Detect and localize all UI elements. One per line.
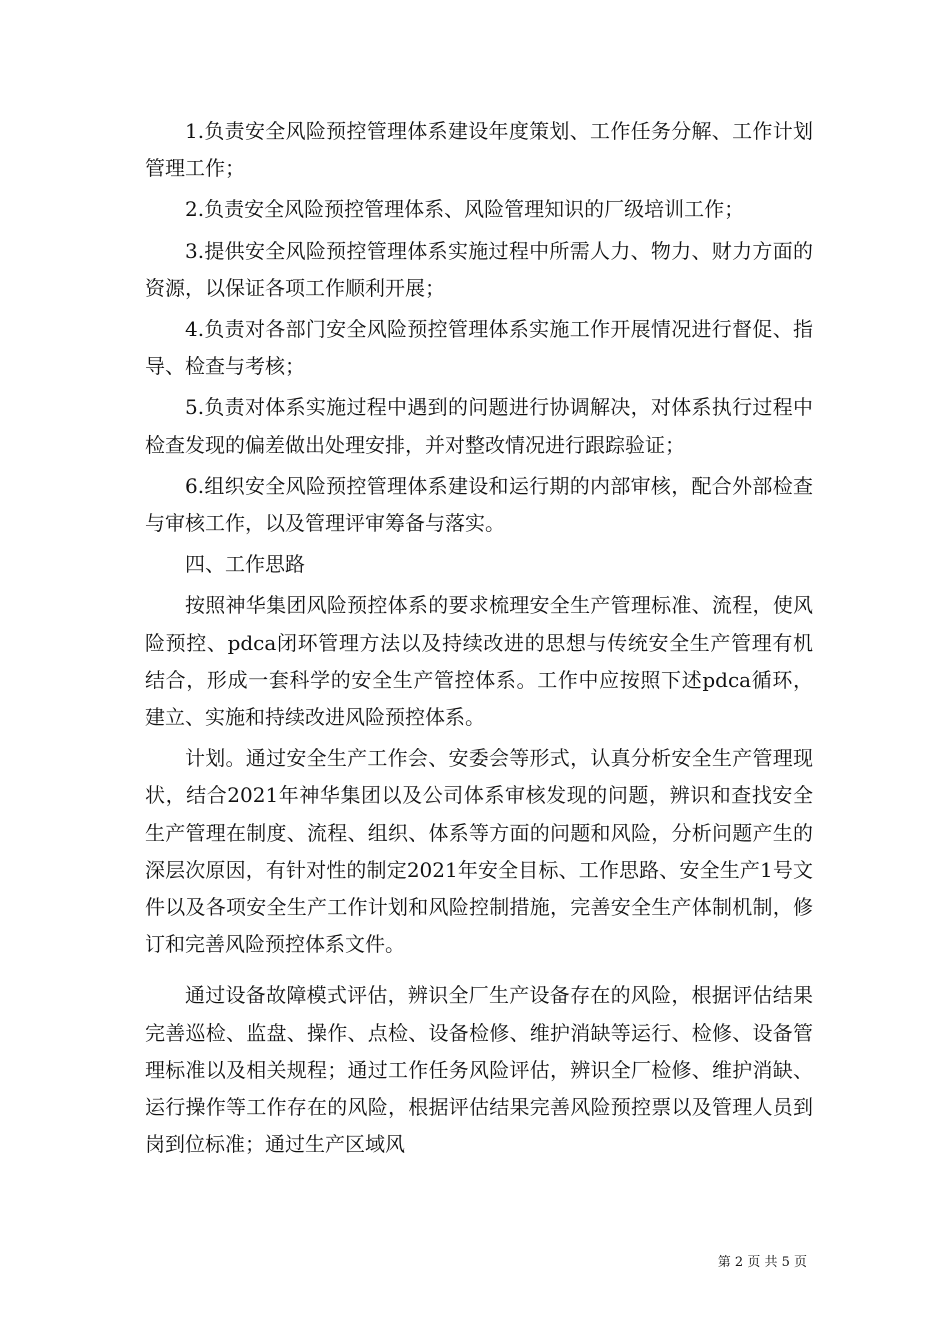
paragraph-risk-assessment: 通过设备故障模式评估，辨识全厂生产设备存在的风险，根据评估结果完善巡检、监盘、操作、点检、设备检修、维护消缺等运行、检修、设备管理标准以及相关规程；通过工作任务风险评估，辨识全厂检修、维护消缺、运行操作等工作存在的风险，根据评估结果完善风险预控票以及管理人员到岗到位标准；通过生产区域风	[145, 983, 813, 1157]
page-number: 第 2 页 共 5 页	[717, 1255, 807, 1270]
document-body	[145, 113, 813, 1163]
paragraph-approach-intro: 按照神华集团风险预控体系的要求梳理安全生产管理标准、流程，使风险预控、pdca闭环管理方法以及持续改进的思想与传统安全生产管理有机结合，形成一套科学的安全生产管控体系。工作中应按照下述pdca循环，建立、实施和持续改进风险预控体系。	[145, 593, 813, 730]
paragraph-duty-6: 6.组织安全风险预控管理体系建设和运行期的内部审核，配合外部检查与审核工作，以及管理评审筹备与落实。	[145, 473, 813, 536]
paragraph-plan: 计划。通过安全生产工作会、安委会等形式，认真分析安全生产管理现状，结合2021年神华集团以及公司体系审核发现的问题，辨识和查找安全生产管理在制度、流程、组织、体系等方面的问题和风险，分析问题产生的深层次原因，有针对性的制定2021年安全目标、工作思路、安全生产1号文件以及各项安全生产工作计划和风险控制措施，完善安全生产体制机制，修订和完善风险预控体系文件。	[145, 746, 813, 957]
section-heading-work-approach: 四、工作思路	[185, 552, 305, 577]
paragraph-duty-5: 5.负责对体系实施过程中遇到的问题进行协调解决，对体系执行过程中检查发现的偏差做出处理安排，并对整改情况进行跟踪验证；	[145, 395, 813, 457]
paragraph-duty-4: 4.负责对各部门安全风险预控管理体系实施工作开展情况进行督促、指导、检查与考核；	[145, 317, 813, 379]
paragraph-duty-2: 2.负责安全风险预控管理体系、风险管理知识的厂级培训工作；	[185, 197, 745, 222]
paragraph-duty-3: 3.提供安全风险预控管理体系实施过程中所需人力、物力、财力方面的资源，以保证各项工作顺利开展；	[145, 238, 813, 300]
paragraph-duty-1: 1.负责安全风险预控管理体系建设年度策划、工作任务分解、工作计划管理工作；	[145, 119, 813, 181]
